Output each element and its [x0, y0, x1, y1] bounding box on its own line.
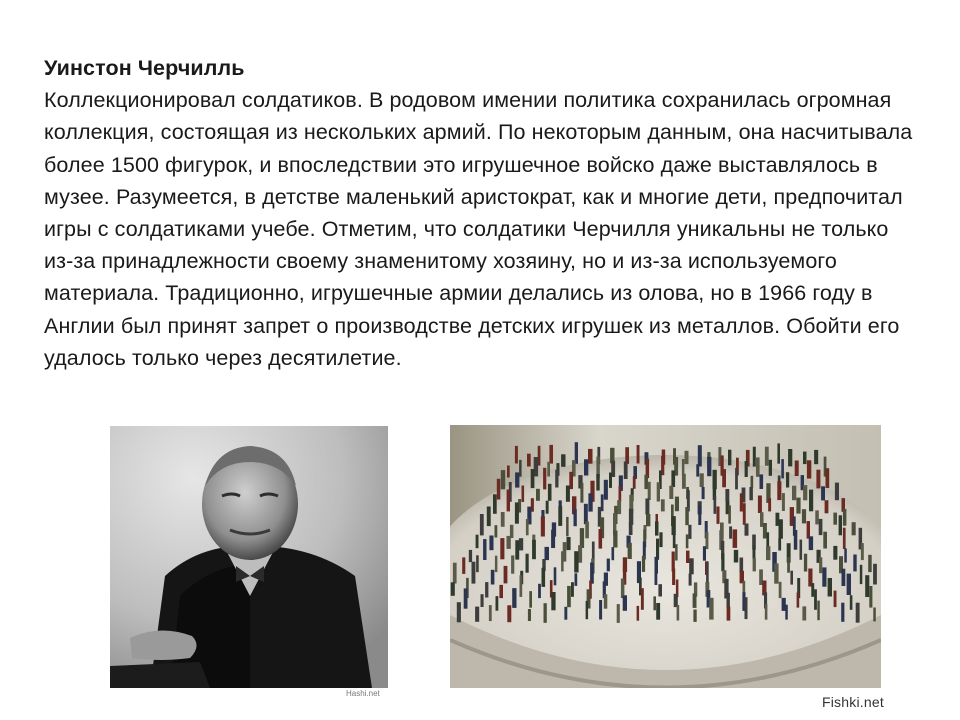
soldiers-watermark: Fishki.net [822, 694, 884, 710]
toy-soldier-figure [575, 573, 578, 586]
toy-soldier-figure [782, 493, 785, 511]
toy-soldier-figure [825, 500, 829, 513]
toy-soldier-figure [721, 553, 724, 571]
toy-soldier-figure [504, 566, 508, 584]
toy-soldier-figure [709, 598, 713, 620]
toy-soldier-figure [841, 603, 844, 622]
toy-soldier-figure [501, 512, 505, 527]
article-body: Коллекционировал солдатиков. В родовом имении политика сохранилась огромная коллекция, состоящая из нескольких армий. По некоторым данным, она насчитывала более 1500 фигурок, и впоследствии это игрушечное войско даже выставлялось в музее. Разумеется, в детстве маленький аристократ, как и многие дети, предпочитал игры с солдатиками учебе. Отметим, что солдатики Черчилля уникальны не только из-за принадлежности своему знаменитому хозяину, но и из-за используемого материала. Традиционно, игрушечные армии делались из олова, но в 1966 году в Англии был принят запрет о производстве детских игрушек из металлов. Обойти его удалось только через десятилетие. [44, 88, 913, 370]
toy-soldier-figure [756, 457, 760, 476]
toy-soldier-figure [547, 462, 550, 477]
toy-soldier-figure [475, 607, 479, 622]
toy-soldier-figure [527, 454, 531, 467]
toy-soldier-figure [722, 469, 726, 487]
toy-soldier-figure [745, 597, 748, 619]
toy-soldier-figure [817, 601, 820, 621]
toy-soldier-figure [779, 519, 783, 538]
toy-soldier-figure [733, 529, 738, 548]
toy-soldier-figure [700, 473, 704, 487]
toy-soldier-figure [604, 480, 608, 500]
toy-soldier-figure [554, 567, 557, 585]
toy-soldier-figure [515, 540, 519, 559]
toy-soldier-figure [555, 470, 558, 488]
toy-soldier-figure [826, 468, 830, 488]
toy-soldiers-illustration [450, 425, 881, 688]
toy-soldier-figure [551, 592, 555, 610]
toy-soldier-figure [707, 457, 711, 476]
toy-soldier-figure [599, 529, 603, 549]
toy-soldier-figure [656, 603, 660, 620]
toy-soldier-figure [777, 443, 780, 463]
toy-soldier-figure [561, 551, 564, 571]
toy-soldier-figure [735, 468, 738, 490]
toy-soldier-figure [800, 540, 803, 560]
toy-soldier-figure [781, 459, 784, 478]
toy-soldier-figure [822, 567, 826, 586]
toy-soldier-figure [531, 469, 535, 488]
toy-soldier-figure [856, 603, 860, 623]
toy-soldier-figure [528, 609, 531, 621]
toy-soldier-figure [607, 559, 610, 572]
toy-soldier-figure [703, 546, 706, 561]
toy-soldier-figure [727, 593, 730, 609]
article-text [44, 52, 914, 374]
toy-soldier-figure [821, 486, 825, 500]
toy-soldier-figure [734, 550, 738, 563]
toy-soldier-figure [567, 586, 571, 607]
toy-soldier-figure [766, 546, 770, 560]
toy-soldier-figure [584, 459, 588, 475]
toy-soldier-figure [457, 602, 461, 622]
toy-soldier-figure [451, 582, 455, 596]
toy-soldiers-photo [450, 425, 881, 688]
toy-soldier-figure [624, 462, 628, 480]
toy-soldier-figure [633, 476, 636, 489]
toy-soldier-figure [609, 473, 612, 488]
toy-soldier-figure [625, 447, 629, 464]
toy-soldier-figure [564, 607, 567, 620]
toy-soldier-figure [686, 551, 690, 563]
toy-soldier-figure [745, 524, 749, 536]
toy-soldier-figure [778, 538, 781, 551]
toy-soldier-figure [685, 451, 689, 464]
toy-soldier-figure [646, 514, 650, 526]
toy-soldier-figure [802, 509, 806, 523]
toy-soldier-figure [751, 476, 754, 488]
toy-soldier-figure [501, 470, 505, 489]
toy-soldier-figure [637, 606, 640, 621]
toy-soldier-figure [520, 575, 523, 597]
toy-soldier-figure [499, 585, 503, 598]
toy-soldier-figure [578, 545, 582, 563]
toy-soldier-figure [669, 486, 673, 499]
toy-soldier-figure [843, 528, 846, 549]
toy-soldier-figure [796, 498, 800, 514]
toy-soldier-figure [536, 489, 540, 501]
toy-soldier-figure [526, 519, 529, 535]
toy-soldier-figure [601, 494, 604, 511]
toy-soldier-figure [512, 588, 516, 608]
toy-soldier-figure [661, 499, 665, 511]
toy-soldier-figure [740, 558, 744, 574]
toy-soldier-figure [814, 589, 817, 610]
toy-soldier-figure [844, 548, 847, 562]
toy-soldier-figure [803, 452, 807, 465]
toy-soldier-figure [580, 483, 583, 503]
toy-soldier-figure [842, 569, 846, 586]
toy-soldier-figure [495, 525, 498, 537]
toy-soldier-figure [671, 470, 675, 487]
toy-soldier-figure [487, 507, 491, 527]
toy-soldier-figure [571, 582, 574, 597]
toy-soldier-figure [804, 554, 807, 572]
toy-soldier-figure [532, 540, 536, 559]
toy-soldier-figure [567, 537, 571, 550]
toy-soldier-figure [797, 592, 800, 607]
toy-soldier-figure [861, 543, 864, 560]
toy-soldier-figure [515, 472, 519, 487]
toy-soldier-figure [655, 521, 659, 535]
toy-soldier-figure [623, 595, 627, 611]
toy-soldier-figure [613, 531, 617, 548]
toy-soldier-figure [677, 605, 680, 621]
portrait-illustration [110, 426, 388, 688]
toy-soldier-figure [507, 490, 510, 512]
toy-soldier-figure [515, 446, 518, 464]
toy-soldier-figure [693, 593, 697, 608]
toy-soldier-figure [873, 608, 876, 622]
toy-soldier-figure [792, 486, 796, 501]
toy-soldier-figure [453, 563, 457, 584]
toy-soldier-figure [529, 591, 532, 608]
toy-soldier-figure [599, 600, 602, 620]
toy-soldier-figure [814, 450, 818, 464]
toy-soldier-figure [786, 472, 789, 487]
toy-soldier-figure [645, 499, 649, 515]
toy-soldier-figure [483, 539, 486, 560]
toy-soldier-figure [811, 583, 814, 597]
toy-soldier-figure [706, 562, 709, 583]
toy-soldier-figure [574, 509, 577, 526]
toy-soldier-figure [558, 506, 562, 526]
toy-soldier-figure [592, 542, 595, 561]
toy-soldier-figure [868, 555, 872, 572]
toy-soldier-figure [480, 514, 484, 535]
toy-soldier-figure [713, 470, 717, 490]
toy-soldier-figure [816, 470, 820, 489]
toy-soldier-figure [788, 449, 792, 466]
toy-soldier-figure [760, 474, 764, 489]
toy-soldier-figure [777, 481, 781, 500]
toy-soldier-figure [641, 588, 644, 610]
toy-soldier-figure [544, 603, 547, 623]
toy-soldier-figure [689, 558, 694, 574]
toy-soldier-figure [476, 555, 479, 572]
toy-soldier-figure [628, 543, 632, 559]
toy-soldier-figure [819, 519, 823, 535]
toy-soldier-figure [852, 522, 856, 535]
toy-soldier-figure [809, 490, 813, 512]
toy-soldier-figure [869, 586, 872, 608]
toy-soldier-figure [617, 604, 620, 623]
toy-soldier-figure [500, 538, 504, 559]
toy-soldier-figure [758, 496, 762, 514]
toy-soldier-figure [853, 555, 856, 572]
toy-soldier-figure [819, 557, 822, 573]
toy-soldier-figure [702, 487, 705, 499]
toy-soldier-figure [586, 601, 589, 619]
toy-soldier-figure [794, 530, 798, 550]
toy-soldier-figure [682, 474, 686, 489]
toy-soldier-figure [659, 532, 662, 547]
toy-soldier-figure [542, 568, 546, 587]
toy-soldier-figure [522, 486, 525, 503]
toy-soldier-figure [551, 530, 555, 548]
toy-soldier-figure [743, 503, 746, 525]
toy-soldier-figure [753, 558, 756, 572]
toy-soldier-figure [629, 522, 633, 535]
toy-soldier-figure [785, 605, 788, 620]
toy-soldier-figure [749, 487, 753, 500]
toy-soldier-figure [574, 551, 578, 572]
toy-soldier-figure [823, 532, 827, 549]
toy-soldier-figure [689, 574, 692, 586]
toy-soldier-figure [496, 596, 499, 611]
toy-soldier-figure [519, 538, 523, 550]
toy-soldier-figure [491, 570, 495, 585]
toy-soldier-figure [673, 526, 676, 548]
toy-soldier-figure [843, 509, 847, 526]
toy-soldier-figure [655, 571, 658, 585]
toy-soldier-figure [768, 498, 771, 511]
toy-soldier-figure [779, 582, 782, 598]
toy-soldier-figure [541, 516, 545, 536]
toy-soldier-figure [787, 557, 790, 573]
toy-soldier-figure [580, 528, 584, 548]
toy-soldier-figure [657, 482, 660, 501]
portrait-watermark: Hashi.net [346, 689, 380, 698]
toy-soldier-figure [753, 545, 756, 559]
toy-soldier-figure [511, 555, 514, 573]
toy-soldier-figure [561, 454, 565, 467]
toy-soldier-figure [725, 489, 729, 501]
toy-soldier-figure [588, 449, 593, 464]
toy-soldier-figure [865, 575, 869, 597]
toy-soldier-figure [658, 584, 662, 596]
toy-soldier-figure [850, 595, 853, 610]
toy-soldier-figure [795, 461, 799, 477]
toy-soldier-figure [728, 505, 731, 523]
toy-soldier-figure [637, 445, 640, 464]
toy-soldier-figure [619, 486, 622, 502]
toy-soldier-figure [807, 521, 810, 539]
toy-soldier-figure [604, 594, 608, 609]
toy-soldier-figure [462, 557, 465, 574]
toy-soldier-figure [612, 547, 615, 560]
toy-soldier-figure [835, 483, 839, 501]
toy-soldier-figure [728, 450, 731, 466]
toy-soldier-figure [688, 525, 691, 539]
toy-soldier-figure [763, 523, 767, 539]
toy-soldier-figure [740, 493, 743, 511]
toy-soldier-figure [495, 556, 498, 572]
toy-soldier-figure [596, 474, 599, 491]
toy-soldier-figure [833, 513, 837, 525]
toy-soldier-figure [769, 460, 772, 476]
toy-soldier-figure [489, 536, 493, 551]
toy-soldier-figure [497, 479, 501, 500]
toy-soldier-figure [672, 569, 675, 586]
toy-soldier-figure [802, 606, 806, 620]
toy-soldier-figure [685, 507, 689, 525]
toy-soldier-figure [476, 535, 479, 549]
toy-soldier-figure [464, 588, 468, 608]
toy-soldier-figure [621, 579, 625, 599]
toy-soldier-figure [543, 468, 546, 490]
churchill-portrait-photo [110, 426, 388, 688]
toy-soldier-figure [545, 547, 550, 560]
toy-soldier-figure [765, 447, 769, 466]
toy-soldier-figure [696, 464, 699, 476]
toy-soldier-figure [493, 494, 497, 514]
toy-soldier-figure [538, 446, 541, 466]
toy-soldier-figure [644, 475, 648, 489]
toy-soldier-figure [546, 501, 549, 514]
toy-soldier-figure [489, 605, 492, 621]
toy-soldier-figure [469, 550, 472, 562]
toy-soldier-figure [847, 574, 851, 595]
toy-soldier-figure [472, 562, 476, 584]
toy-soldier-figure [566, 517, 569, 537]
toy-soldier-figure [656, 539, 659, 560]
toy-soldier-figure [833, 546, 837, 560]
toy-soldier-figure [860, 565, 863, 584]
toy-soldier-figure [548, 484, 552, 501]
toy-soldier-figure [515, 502, 519, 523]
toy-soldier-figure [834, 591, 837, 608]
toy-soldier-figure [617, 500, 621, 514]
toy-soldier-figure [745, 461, 748, 477]
toy-soldier-figure [828, 578, 832, 597]
toy-soldier-figure [675, 544, 678, 560]
toy-soldier-figure [717, 507, 720, 524]
toy-soldier-figure [588, 493, 592, 511]
toy-soldier-figure [790, 571, 793, 585]
toy-soldier-figure [753, 447, 756, 467]
toy-soldier-figure [485, 582, 488, 597]
toy-soldier-figure [765, 604, 768, 620]
toy-soldier-figure [526, 554, 529, 573]
toy-soldier-figure [519, 460, 522, 477]
toy-soldier-figure [693, 610, 696, 622]
toy-soldier-figure [782, 598, 786, 611]
toy-soldier-figure [698, 505, 701, 525]
toy-soldier-figure [642, 556, 645, 572]
toy-soldier-figure [507, 536, 511, 549]
toy-soldier-figure [807, 460, 811, 478]
toy-soldier-figure [698, 445, 702, 466]
toy-soldier-figure [507, 605, 511, 622]
toy-soldier-figure [774, 563, 778, 583]
toy-soldier-figure [538, 584, 541, 598]
toy-soldier-figure [815, 510, 819, 524]
toy-soldier-figure [727, 607, 731, 621]
toy-soldier-figure [584, 504, 588, 524]
toy-soldier-figure [653, 596, 656, 610]
toy-soldier-figure [549, 445, 553, 464]
toy-soldier-figure [803, 485, 807, 500]
toy-soldier-figure [839, 515, 842, 535]
toy-soldier-figure [809, 536, 813, 550]
article-title: Уинстон Черчилль [44, 56, 245, 80]
toy-soldier-figure [873, 564, 877, 585]
toy-soldier-figure [481, 594, 484, 607]
toy-soldier-figure [686, 534, 689, 548]
toy-soldier-figure [507, 466, 510, 478]
toy-soldier-figure [729, 526, 732, 538]
toy-soldier-figure [648, 482, 651, 500]
toy-soldier-figure [585, 522, 589, 539]
toy-soldier-figure [675, 497, 679, 512]
toy-soldier-figure [566, 486, 570, 502]
toy-soldier-figure [714, 496, 717, 513]
